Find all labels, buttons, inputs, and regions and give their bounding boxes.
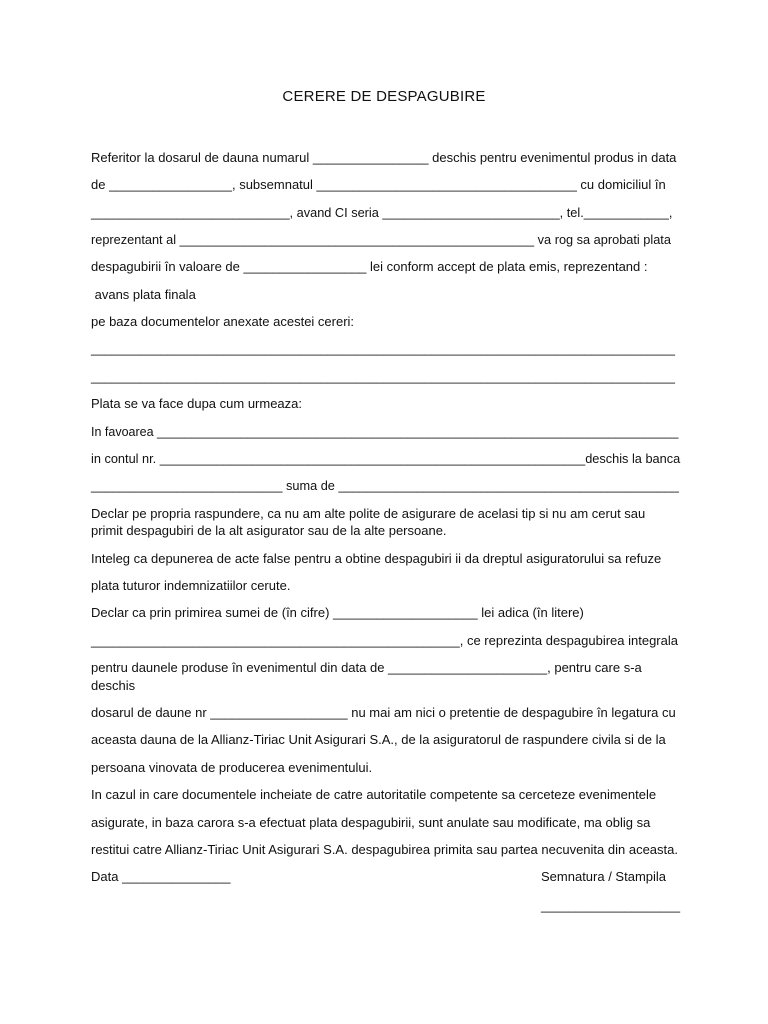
paragraph-line: In favoarea ___________________________________________________________________________ [91,425,679,439]
paragraph-line: dosarul de daune nr ___________________ nu mai am nici o pretentie de despagubire în legatura cu [91,705,676,720]
payment-type-options: avans plata finala [91,287,196,302]
paragraph-line: Declar pe propria raspundere, ca nu am alte polite de asigurare de acelasi tip si nu am cerut sau [91,506,646,521]
paragraph-line: reprezentant al __________________________________________________ va rog sa aprobati plata [91,232,671,247]
paragraph-line: plata tuturor indemnizatiilor cerute. [91,578,291,593]
paragraph-line: aceasta dauna de la Allianz-Tiriac Unit Asigurari S.A., de la asiguratorul de raspundere civila si de la [91,732,666,747]
paragraph-line: Declar ca prin primirea sumei de (în cifre) ____________________ lei adica (în litere) [91,605,584,620]
blank-line: ____________________________________________________________________________________ [91,342,675,356]
paragraph-line: Referitor la dosarul de dauna numarul ________________ deschis pentru evenimentul produs in data [91,150,677,165]
paragraph-line: despagubirii în valoare de _________________ lei conform accept de plata emis, reprezentand : [91,259,648,274]
signature-line: ____________________ [541,899,681,913]
document-title: CERERE DE DESPAGUBIRE [282,88,486,105]
paragraph-line: primit despagubiri de la alt asigurator sau de la alte persoane. [91,523,447,538]
paragraph-line: deschis [91,678,136,693]
paragraph-line: in contul nr. ____________________________________________________________deschis la banca [91,451,681,466]
blank-line: ____________________________________________________________________________________ [91,370,675,384]
paragraph-line: de _________________, subsemnatul ____________________________________ cu domiciliul în [91,177,666,192]
paragraph-line: ___________________________ suma de ________________________________________________ [91,478,679,493]
paragraph-line: asigurate, in baza carora s-a efectuat plata despagubirii, sunt anulate sau modificate, ma oblig sa [91,815,651,830]
paragraph-line: ___________________________________________________, ce reprezinta despagubirea integrala [91,633,678,648]
paragraph-line: ____________________________, avand CI seria _________________________, tel.____________, [91,205,673,220]
paragraph-line: Plata se va face dupa cum urmeaza: [91,396,303,411]
paragraph-line: persoana vinovata de producerea evenimentului. [91,760,373,775]
paragraph-line: Inteleg ca depunerea de acte false pentru a obtine despagubiri ii da dreptul asiguratorului sa refuze [91,551,662,566]
paragraph-line: pentru daunele produse în evenimentul din data de ______________________, pentru care s-a [91,660,642,675]
signature-label: Semnatura / Stampila [541,869,667,884]
date-field-label: Data _______________ [91,869,231,884]
paragraph-line: pe baza documentelor anexate acestei cereri: [91,314,355,329]
paragraph-line: restitui catre Allianz-Tiriac Unit Asigurari S.A. despagubirea primita sau partea necuvenita din aceasta. [91,842,678,857]
paragraph-line: In cazul in care documentele incheiate de catre autoritatile competente sa cerceteze evenimentele [91,787,657,802]
